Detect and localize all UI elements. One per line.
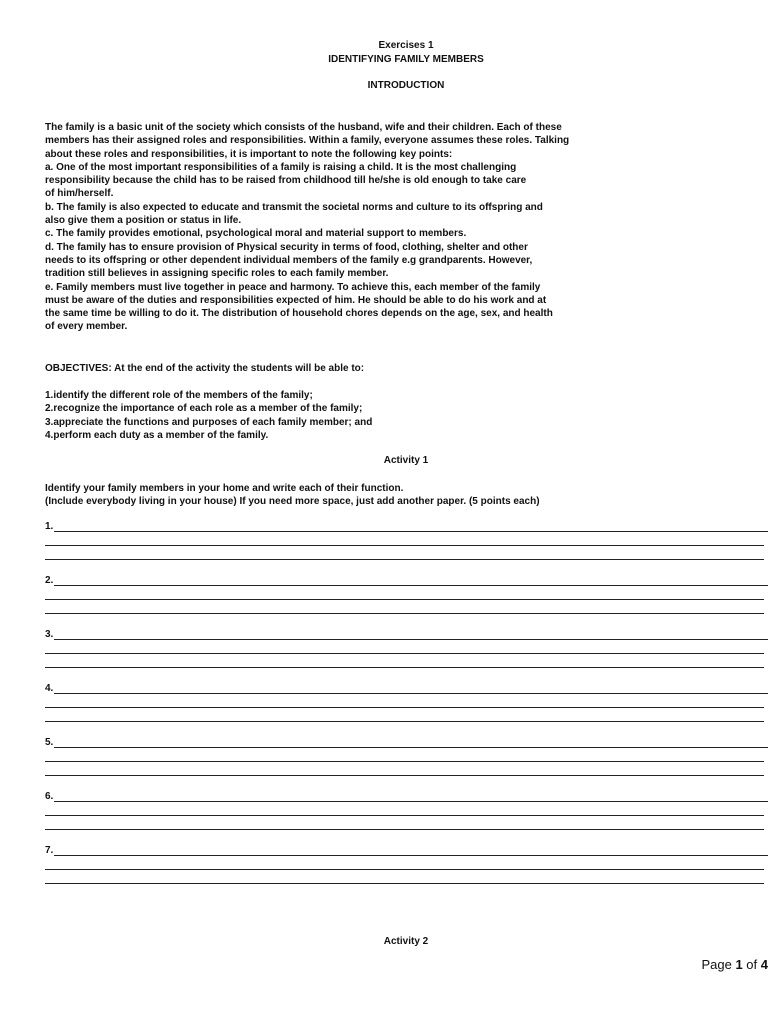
exercise-label: Exercises 1 (378, 40, 434, 51)
answer-entry-2[interactable] (45, 575, 768, 614)
answer-entry-1[interactable] (45, 521, 768, 560)
introduction-text (45, 121, 655, 334)
introduction-line: responsibility because the child has to be raised from childhood till he/she is old enough to take care (45, 175, 527, 187)
answer-number: 5. (45, 737, 54, 748)
answer-entry-6[interactable] (45, 791, 768, 830)
introduction-line: about these roles and responsibilities, it is important to note the following key points: (45, 148, 453, 160)
introduction-line: The family is a basic unit of the society which consists of the husband, wife and their children. Each of these (45, 122, 562, 133)
answer-number: 7. (45, 845, 54, 856)
answer-entry-4[interactable] (45, 683, 768, 722)
answer-line[interactable] (45, 815, 764, 816)
activity1-instructions (45, 482, 655, 509)
objective-item: 1.identify the different role of the members of the family; (45, 390, 313, 401)
answer-entry-5[interactable] (45, 737, 768, 776)
answer-line[interactable] (45, 559, 764, 560)
answer-number: 6. (45, 791, 54, 802)
introduction-line: must be aware of the duties and responsibilities expected of him. He should be able to do his work and at (45, 294, 547, 306)
answer-line[interactable] (45, 707, 764, 708)
introduction-line: of him/herself. (45, 188, 114, 200)
answer-line[interactable] (54, 629, 768, 640)
objective-item: 4.perform each duty as a member of the family. (45, 429, 269, 441)
objectives-list (45, 389, 655, 442)
introduction-line: e. Family members must live together in peace and harmony. To achieve this, each member of the family (45, 281, 541, 293)
instruction-line: Identify your family members in your home and write each of their function. (45, 483, 404, 494)
introduction-line: also give them a position or status in life. (45, 215, 242, 227)
page-prefix: Page (701, 957, 732, 972)
answer-line[interactable] (45, 599, 764, 600)
answer-number: 2. (45, 575, 54, 586)
answer-line[interactable] (45, 545, 764, 546)
answer-line[interactable] (54, 845, 768, 856)
answer-line[interactable] (45, 775, 764, 776)
answer-entry-3[interactable] (45, 629, 768, 668)
introduction-line: members has their assigned roles and responsibilities. Within a family, everyone assumes these roles. Talking (45, 135, 570, 147)
page-indicator (701, 957, 768, 973)
current-page-number: 1 (735, 957, 743, 972)
answer-line[interactable] (45, 829, 764, 830)
answer-line[interactable] (54, 737, 768, 748)
introduction-line: of every member. (45, 321, 128, 333)
answer-line[interactable] (45, 869, 764, 870)
answer-line[interactable] (45, 761, 764, 762)
introduction-line: needs to its offspring or other dependent individual members of the family e.g grandparents. However, (45, 254, 533, 266)
introduction-line: d. The family has to ensure provision of Physical security in terms of food, clothing, shelter and other (45, 241, 528, 253)
objective-item: 3.appreciate the functions and purposes of each family member; and (45, 416, 373, 428)
introduction-line: the same time be willing to do it. The distribution of household chores depends on the age, sex, and health (45, 308, 553, 320)
introduction-line: b. The family is also expected to educate and transmit the societal norms and culture to its offspring and (45, 201, 543, 213)
answer-line[interactable] (54, 683, 768, 694)
answer-line[interactable] (45, 667, 764, 668)
answer-entry-7[interactable] (45, 845, 768, 884)
answer-number: 3. (45, 629, 54, 640)
answer-line[interactable] (45, 721, 764, 722)
introduction-line: a. One of the most important responsibilities of a family is raising a child. It is the most challenging (45, 161, 517, 173)
answer-line[interactable] (54, 575, 768, 586)
instruction-line: (Include everybody living in your house) If you need more space, just add another paper. (5 points each) (45, 496, 540, 508)
answer-line[interactable] (45, 653, 764, 654)
answer-line[interactable] (45, 613, 764, 614)
objective-item: 2.recognize the importance of each role as a member of the family; (45, 403, 363, 415)
objectives-heading: OBJECTIVES: At the end of the activity the students will be able to: (45, 363, 365, 374)
total-page-count: 4 (760, 957, 768, 972)
answer-line[interactable] (54, 521, 768, 532)
activity1-heading: Activity 1 (383, 455, 429, 466)
page-separator: of (746, 957, 758, 972)
activity2-heading: Activity 2 (383, 936, 429, 947)
introduction-line: tradition still believes in assigning specific roles to each family member. (45, 268, 389, 280)
introduction-heading: INTRODUCTION (367, 80, 445, 91)
document-title: IDENTIFYING FAMILY MEMBERS (328, 54, 484, 65)
answer-number: 4. (45, 683, 54, 694)
answer-line[interactable] (45, 883, 764, 884)
answer-line[interactable] (54, 791, 768, 802)
introduction-line: c. The family provides emotional, psychological moral and material support to members. (45, 228, 467, 240)
answer-number: 1. (45, 521, 54, 532)
